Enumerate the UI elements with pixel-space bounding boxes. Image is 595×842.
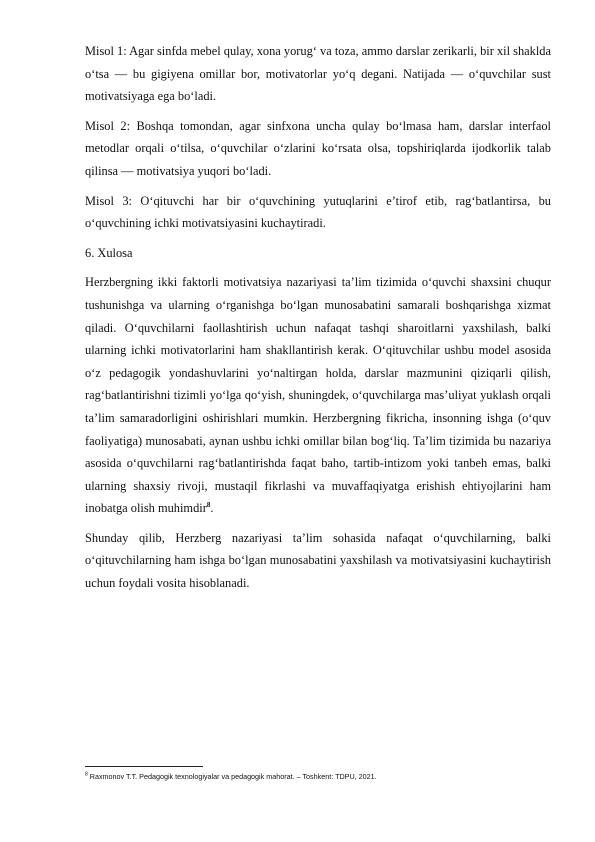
conclusion-paragraph [85,271,551,520]
footnote-marker: 8 [85,771,88,778]
example-3-paragraph: Misol 3: O‘qituvchi har bir o‘quvchining yutuqlarini e’tirof etib, rag‘batlantirsa, bu o‘quvchining ichki motivatsiyasini kuchaytiradi. [85,193,551,231]
document-page [85,40,551,602]
footnote-item [85,772,551,782]
summary-paragraph: Shunday qilib, Herzberg nazariyasi ta’lim sohasida nafaqat o‘quvchilarning, balki o‘qituvchilarning ham ishga bo‘lgan munosabatini yaxshilash va motivatsiyasini kuchaytirish uchun foydali vosita hisoblanadi. [85,530,551,591]
footnote-divider [85,766,203,767]
footnote-reference[interactable]: 8 [206,501,211,510]
conclusion-text: Herzbergning ikki faktorli motivatsiya nazariyasi ta’lim tizimida o‘quvchi shaxsini chuqur tushunishga va ularning o‘rganishga bo‘lgan munosabatini samarali boshqarishga xizmat qiladi. O‘quvchilarni faollashtirish uchun nafaqat tashqi sharoitlarni yaxshilash, balki ularning ichki motivatorlarini ham shakllantirish kerak. O‘qituvchilar ushbu model asosida o‘z pedagogik yondashuvlarini yo‘naltirgan holda, darslar mazmunini qiziqarli qilish, rag‘batlantirishni tizimli yo‘lga qo‘yish, shuningdek, o‘quvchilarga mas’uliyat yuklash orqali ta’lim samaradorligini oshirishlari mumkin. Herzbergning fikricha, insonning ishga (o‘quv faoliyatiga) munosabati, aynan ushbu ichki omillar bilan bog‘liq. Ta’lim tizimida bu nazariya asosida o‘quvchilarni rag‘batlantirishda faqat baho, tartib-intizom yoki tanbeh emas, balki ularning shaxsiy rivoji, mustaqil fikrlashi va muvaffaqiyatga erishish ehtiyojlarini ham inobatga olish muhimdir [85,275,551,516]
footnote-text: Raxmonov T.T. Pedagogik texnologiyalar va pedagogik mahorat. – Toshkent: TDPU, 2021. [87,772,377,781]
example-2-paragraph: Misol 2: Boshqa tomondan, agar sinfxona uncha qulay bo‘lmasa ham, darslar interfaol metodlar orqali o‘tilsa, o‘quvchilar o‘zlarini ko‘rsata olsa, topshiriqlarda ijodkorlik talab qilinsa — motivatsiya yuqori bo‘ladi. [85,118,551,178]
example-1-paragraph: Misol 1: Agar sinfda mebel qulay, xona yorug‘ va toza, ammo darslar zerikarli, bir xil shaklda o‘tsa — bu gigiyena omillar bor, motivatorlar yo‘q degani. Natijada — o‘quvchilar sust motivatsiyaga ega bo‘ladi. [85,44,551,104]
section-heading-conclusion: 6. Xulosa [85,245,133,260]
footnote-section [85,766,551,782]
conclusion-period: . [210,501,214,516]
